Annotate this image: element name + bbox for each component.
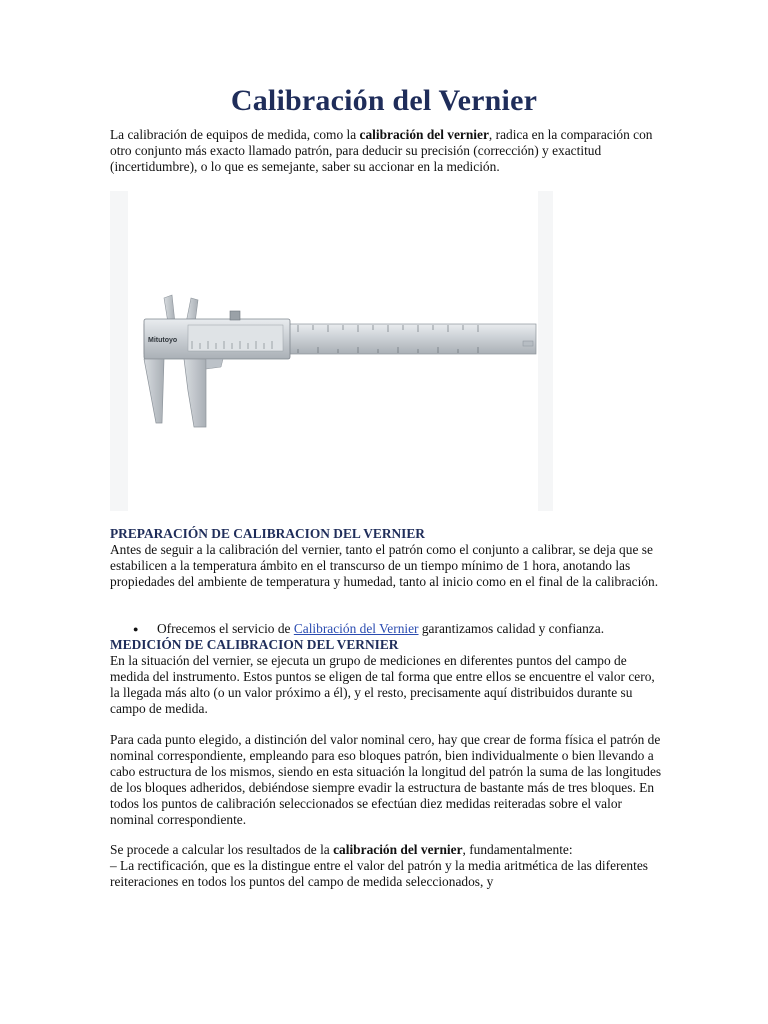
rectificacion-text: – La rectificación, que es la distingue entre el valor del patrón y la media aritmética de las diferentes reiteraciones en todos los puntos del campo de medida seleccionados, y	[110, 858, 648, 889]
lower-sliding-jaw	[184, 359, 206, 427]
section-heading-medicion: MEDICIÓN DE CALIBRACION DEL VERNIER	[110, 637, 399, 652]
bullet-text-before: Ofrecemos el servicio de	[157, 621, 294, 636]
intro-paragraph	[110, 127, 665, 175]
section-heading-preparacion: PREPARACIÓN DE CALIBRACION DEL VERNIER	[110, 526, 425, 541]
thumb-grip	[206, 359, 223, 369]
calibracion-vernier-link[interactable]: Calibración del Vernier	[293, 621, 419, 636]
resultados-text-after: , fundamentalmente:	[462, 842, 573, 857]
intro-bold-term: calibración del vernier	[359, 127, 489, 142]
bullet-item	[133, 621, 673, 637]
lower-fixed-jaw	[144, 359, 164, 423]
vernier-caliper-image	[110, 191, 553, 511]
depth-rod	[523, 341, 533, 346]
caliper-illustration	[128, 191, 538, 511]
brand-label: Mitutoyo	[148, 337, 178, 344]
section-preparacion-text: Antes de seguir a la calibración del vernier, tanto el patrón como el conjunto a calibrar, se deja que se estabilicen a la temperatura ámbito en el transcurso de un tiempo mínimo de 1 hora, anotando las propiedades del ambiente de temperatura y humedad, tanto al inicio como en el final de la calibración.	[110, 542, 659, 589]
intro-text-after: , radica en la comparación con otro conjunto más exacto llamado patrón, para deducir su precisión (corrección) y exactitud (incertidumbre), o lo que es semejante, saber su accionar en la medición.	[110, 127, 653, 174]
paragraph-punto-elegido: Para cada punto elegido, a distinción del valor nominal cero, hay que crear de forma física el patrón de nominal correspondiente, empleando para eso bloques patrón, bien individualmente o bien llevando a cabo estructura de los mismos, siendo en esta situación la longitud del patrón la suma de las longitudes de los bloques adheridos, debiéndose siempre evadir la estructura de bastante más de tres bloques. En todos los puntos de calibración seleccionados se efectúan diez medidas reiteradas sobre el valor nominal correspondiente.	[110, 732, 662, 827]
bullet-text	[157, 621, 604, 637]
bullet-text-after: garantizamos calidad y confianza.	[418, 621, 605, 636]
bullet-icon: ●	[133, 624, 139, 634]
intro-text-before: La calibración de equipos de medida, como la	[110, 127, 360, 142]
image-canvas	[128, 191, 538, 511]
vernier-window	[188, 325, 283, 351]
section-medicion-text: En la situación del vernier, se ejecuta un grupo de mediciones en diferentes puntos del campo de medida del instrumento. Estos puntos se eligen de tal forma que entre ellos se encuentre el valor cero, la llegada más alto (o un valor próximo a él), y el resto, precisamente aquí distribuidos durante su campo de medida.	[110, 653, 655, 716]
resultados-bold-term: calibración del vernier	[333, 842, 463, 857]
resultados-text-before: Se procede a calcular los resultados de la	[110, 842, 334, 857]
page-title: Calibración del Vernier	[230, 84, 538, 117]
paragraph-resultados	[110, 842, 665, 890]
lock-screw	[230, 311, 240, 320]
